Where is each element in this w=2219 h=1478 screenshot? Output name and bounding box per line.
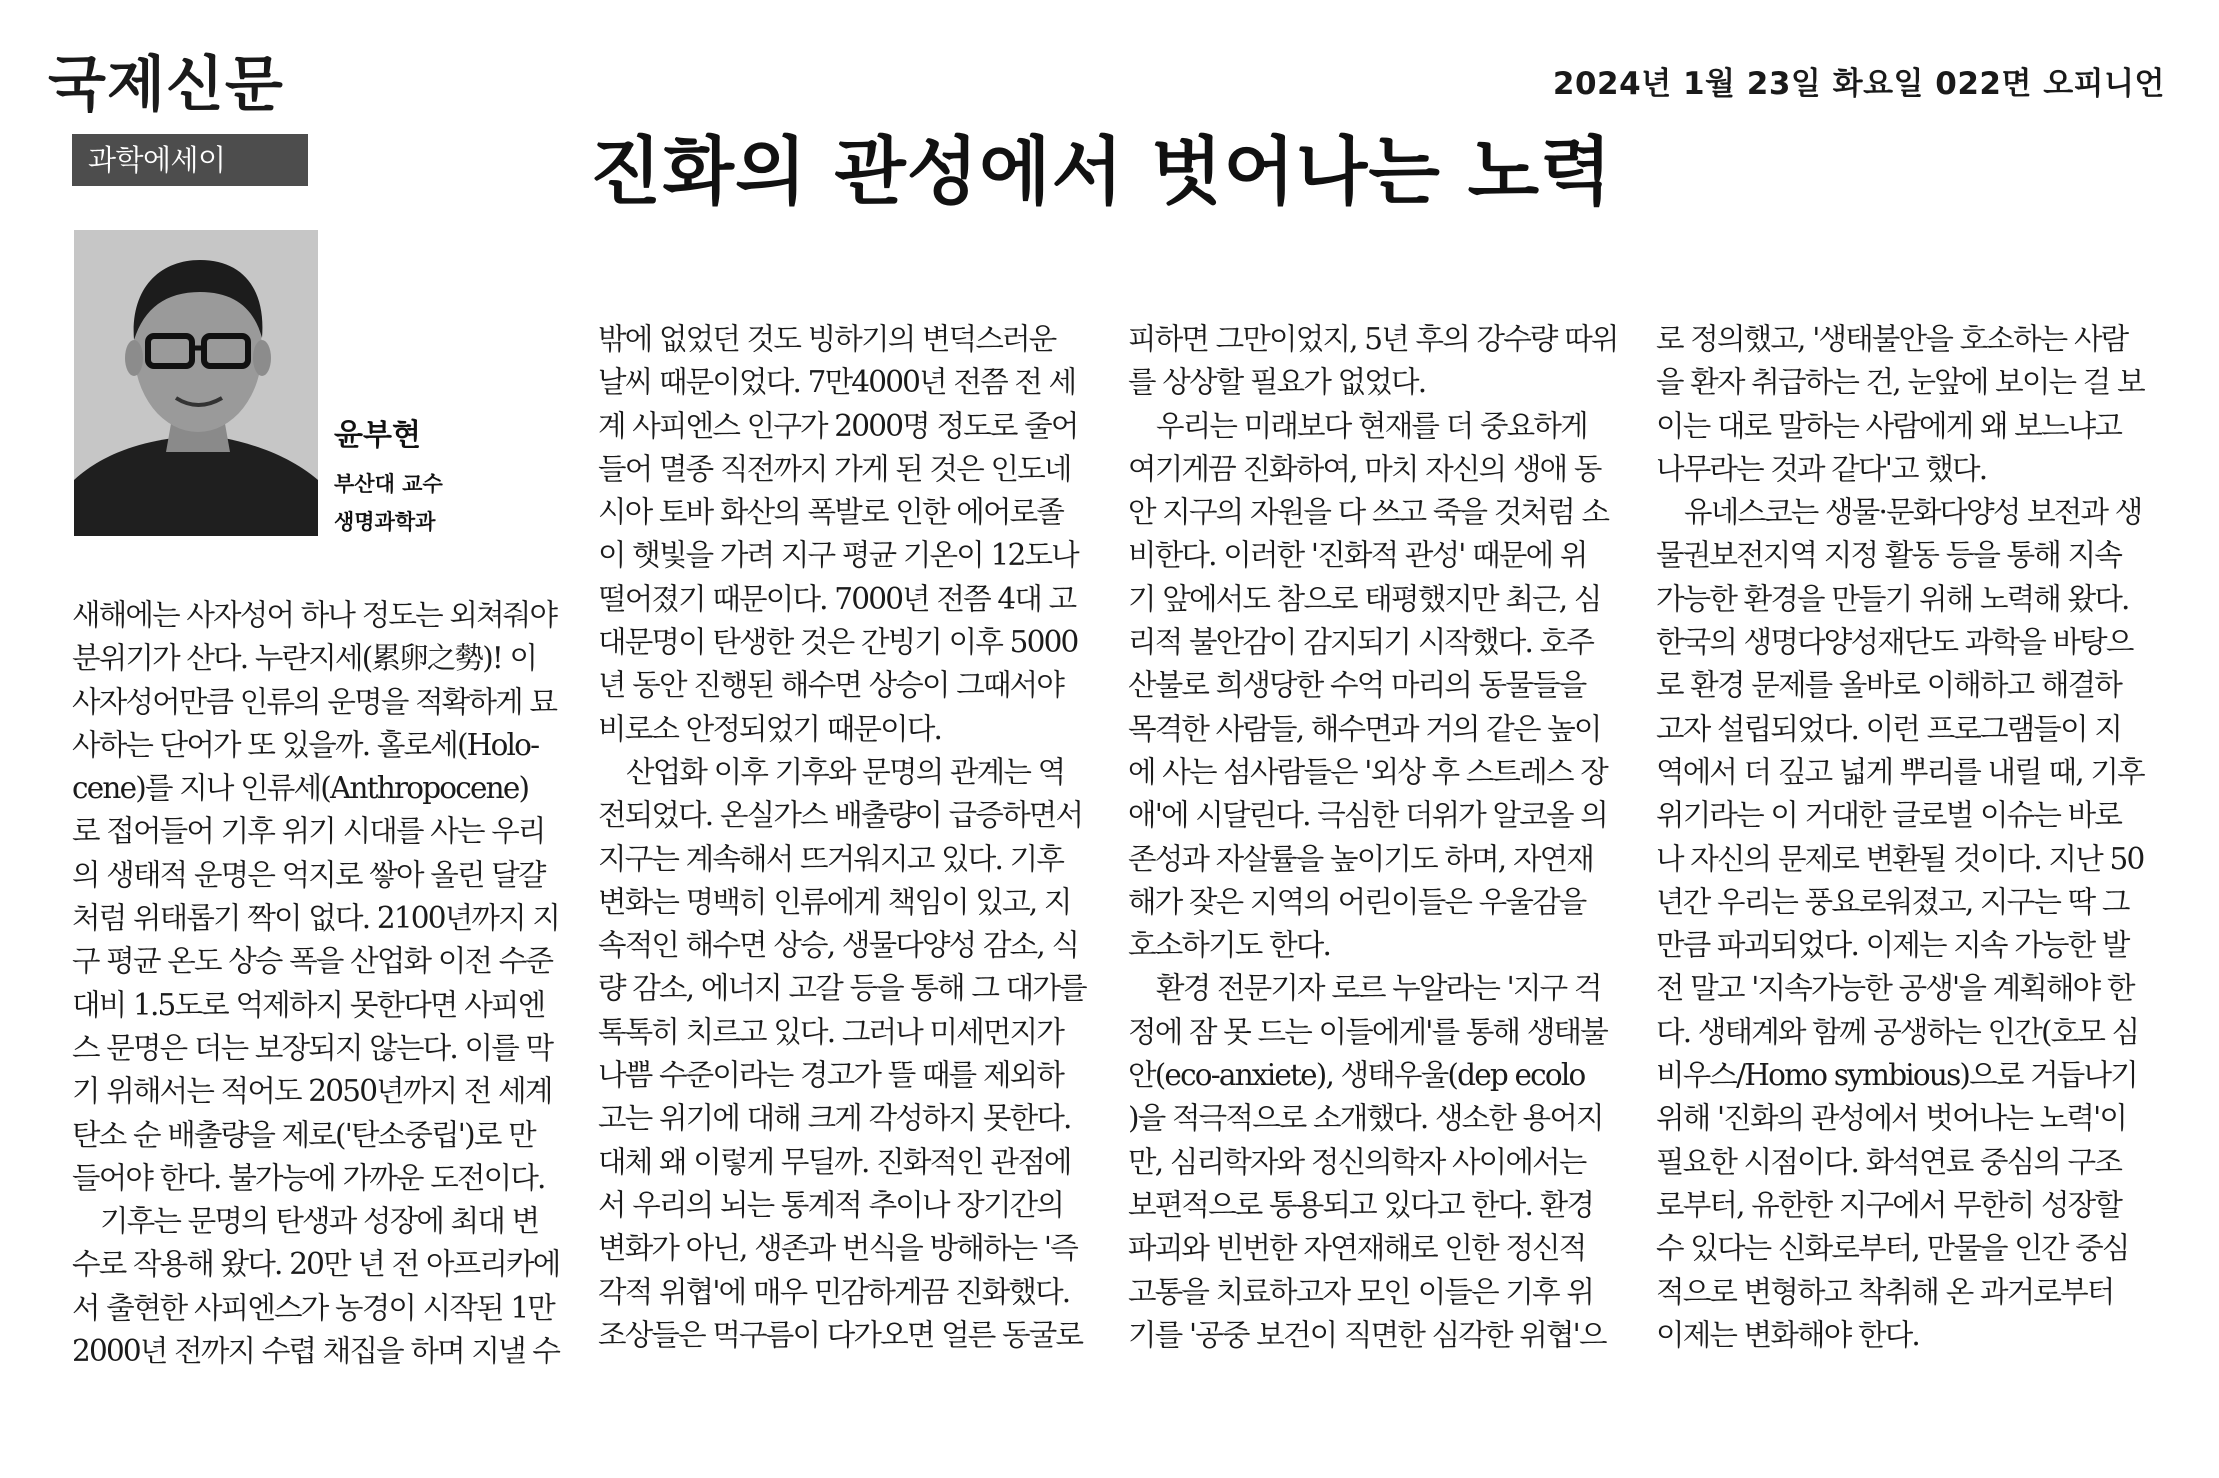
article-text-line: 한국의 생명다양성재단도 과학을 바탕으: [1656, 625, 2133, 660]
author-photo: [74, 230, 318, 536]
article-column-1: [72, 594, 562, 1373]
article-text-line: 만큼 파괴되었다. 이제는 지속 가능한 발: [1656, 928, 2129, 963]
article-text-line: 이 햇빛을 가려 지구 평균 기온이 12도나: [598, 538, 1078, 573]
article-text-line: 목격한 사람들, 해수면과 거의 같은 높이: [1128, 711, 1601, 746]
section-label: 과학에세이: [72, 134, 308, 186]
article-text-line: 여기게끔 진화하여, 마치 자신의 생애 동: [1128, 451, 1601, 486]
article-text-line: 전 말고 '지속가능한 공생'을 계획해야 한: [1656, 971, 2134, 1006]
article-text-line: 위기라는 이 거대한 글로벌 이슈는 바로: [1656, 798, 2122, 833]
article-text-line: 새해에는 사자성어 하나 정도는 외쳐줘야: [72, 598, 557, 632]
article-column-3: [1128, 318, 1622, 1357]
article-text-line: 고자 설립되었다. 이런 프로그램들이 지: [1656, 711, 2122, 746]
article-text-line: 리적 불안감이 감지되기 시작했다. 호주: [1128, 625, 1594, 660]
article-text-line: 이는 대로 말하는 사람에게 왜 보느냐고: [1656, 408, 2122, 443]
author-title: 부산대 교수: [334, 472, 443, 496]
article-text-line: 비로소 안정되었기 때문이다.: [598, 711, 942, 746]
article-text-line: 필요한 시점이다. 화석연료 중심의 구조: [1656, 1144, 2122, 1179]
article-text-line: 떨어졌기 때문이다. 7000년 전쯤 4대 고: [598, 581, 1076, 616]
article-text-line: 사자성어만큼 인류의 운명을 적확하게 묘: [72, 684, 557, 719]
article-text-line: 속적인 해수면 상승, 생물다양성 감소, 식: [598, 928, 1079, 963]
article-text-line: 안(eco-anxiete), 생태우울(dep ecolo: [1128, 1058, 1585, 1093]
article-text-line: 각적 위협'에 매우 민감하게끔 진화했다.: [598, 1274, 1070, 1309]
article-text-line: 고통을 치료하고자 모인 이들은 기후 위: [1128, 1274, 1594, 1309]
article-text-line: 밖에 없었던 것도 빙하기의 변덕스러운: [598, 322, 1056, 356]
article-text-line: 산불로 희생당한 수억 마리의 동물들을: [1128, 668, 1586, 703]
article-text-line: 서 출현한 사피엔스가 농경이 시작된 1만: [72, 1290, 555, 1325]
article-text-line: 계 사피엔스 인구가 2000명 정도로 줄어: [598, 408, 1078, 443]
article-text-line: 대체 왜 이렇게 무딜까. 진화적인 관점에: [598, 1144, 1071, 1179]
article-text-line: 탄소 순 배출량을 제로('탄소중립')로 만: [72, 1117, 535, 1152]
article-text-line: 에 사는 섬사람들은 '외상 후 스트레스 장: [1128, 754, 1607, 789]
article-text-line: 물권보전지역 지정 활동 등을 통해 지속: [1656, 538, 2122, 573]
article-column-2: [598, 318, 1092, 1357]
article-text-line: 호소하기도 한다.: [1128, 928, 1331, 963]
article-text-line: 가능한 환경을 만들기 위해 노력해 왔다.: [1656, 581, 2129, 616]
article-text-line: 애'에 시달린다. 극심한 더위가 알코올 의: [1128, 798, 1607, 833]
article-text-line: 의 생태적 운명은 억지로 쌓아 올린 달걀: [72, 857, 545, 892]
article-text-line: 톡톡히 치르고 있다. 그러나 미세먼지가: [598, 1014, 1064, 1049]
article-text-line: 위해 '진화의 관성에서 벗어나는 노력'이: [1656, 1101, 2127, 1136]
article-text-line: 분위기가 산다. 누란지세(累卵之勢)! 이: [72, 641, 537, 676]
article-text-line: 시아 토바 화산의 폭발로 인한 에어로졸: [598, 495, 1064, 530]
article-text-line: 나무라는 것과 같다'고 했다.: [1656, 451, 1987, 486]
article-text-line: )을 적극적으로 소개했다. 생소한 용어지: [1128, 1101, 1603, 1136]
article-text-line: 존성과 자살률을 높이기도 하며, 자연재: [1128, 841, 1594, 876]
article-text-line: 2000년 전까지 수렵 채집을 하며 지낼 수: [72, 1334, 560, 1369]
article-text-line: 대비 1.5도로 억제하지 못한다면 사피엔: [72, 987, 545, 1022]
article-text-line: 을 환자 취급하는 건, 눈앞에 보이는 걸 보: [1656, 365, 2144, 400]
article-text-line: 사하는 단어가 또 있을까. 홀로세(Holo-: [72, 727, 539, 762]
article-text-line: 역에서 더 깊고 넓게 뿌리를 내릴 때, 기후: [1656, 754, 2144, 789]
article-text-line: 환경 전문기자 로르 누알라는 '지구 걱: [1156, 971, 1601, 1006]
article-text-line: 다. 생태계와 함께 공생하는 인간(호모 심: [1656, 1014, 2139, 1049]
article-text-line: 서 우리의 뇌는 통계적 추이나 장기간의: [598, 1187, 1064, 1222]
article-text-line: 나 자신의 문제로 변환될 것이다. 지난 50: [1656, 841, 2144, 876]
article-text-line: 우리는 미래보다 현재를 더 중요하게: [1156, 408, 1587, 443]
article-text-line: 기후는 문명의 탄생과 성장에 최대 변: [100, 1204, 539, 1239]
article-text-line: cene)를 지나 인류세(Anthropocene): [72, 771, 529, 806]
article-text-line: 기 앞에서도 참으로 태평했지만 최근, 심: [1128, 581, 1601, 616]
article-text-line: 보편적으로 통용되고 있다고 한다. 환경: [1128, 1187, 1594, 1222]
article-text-line: 를 상상할 필요가 없었다.: [1128, 365, 1426, 400]
article-text-line: 안 지구의 자원을 다 쓰고 죽을 것처럼 소: [1128, 495, 1609, 530]
article-text-line: 전되었다. 온실가스 배출량이 급증하면서: [598, 798, 1083, 833]
author-portrait-image: [74, 230, 318, 536]
article-text-line: 피하면 그만이었지, 5년 후의 강수량 따위: [1128, 322, 1618, 356]
article-text-line: 수 있다는 신화로부터, 만물을 인간 중심: [1656, 1231, 2129, 1266]
article-text-line: 해가 잦은 지역의 어린이들은 우울감을: [1128, 884, 1586, 919]
dateline: 2024년 1월 23일 화요일 022면 오피니언: [1552, 66, 2165, 102]
article-text-line: 대문명이 탄생한 것은 간빙기 이후 5000: [598, 625, 1078, 660]
article-text-line: 기를 '공중 보건이 직면한 심각한 위협'으: [1128, 1317, 1606, 1352]
article-text-line: 년 동안 진행된 해수면 상승이 그때서야: [598, 668, 1064, 703]
article-text-line: 들어 멸종 직전까지 가게 된 것은 인도네: [598, 451, 1071, 486]
article-text-line: 적으로 변형하고 착취해 온 과거로부터: [1656, 1274, 2114, 1309]
article-text-line: 날씨 때문이었다. 7만4000년 전쯤 전 세: [598, 365, 1076, 400]
article-headline: 진화의 관성에서 벗어나는 노력: [590, 129, 1613, 215]
article-text-line: 수로 작용해 왔다. 20만 년 전 아프리카에: [72, 1247, 560, 1282]
article-column-4: [1656, 318, 2150, 1357]
article-text-line: 만, 심리학자와 정신의학자 사이에서는: [1128, 1144, 1586, 1179]
article-text-line: 고는 위기에 대해 크게 각성하지 못한다.: [598, 1101, 1071, 1136]
author-name: 윤부현: [334, 418, 421, 453]
author-department: 생명과학과: [334, 510, 436, 534]
article-text-line: 변화는 명백히 인류에게 책임이 있고, 지: [598, 884, 1071, 919]
article-text-line: 로 환경 문제를 올바로 이해하고 해결하: [1656, 668, 2122, 703]
article-text-line: 유네스코는 생물·문화다양성 보전과 생: [1684, 495, 2142, 530]
newspaper-masthead: 국제신문: [48, 50, 284, 120]
article-text-line: 이제는 변화해야 한다.: [1656, 1317, 1920, 1352]
article-text-line: 년간 우리는 풍요로워졌고, 지구는 딱 그: [1656, 884, 2129, 919]
article-text-line: 지구는 계속해서 뜨거워지고 있다. 기후: [598, 841, 1064, 876]
article-text-line: 량 감소, 에너지 고갈 등을 통해 그 대가를: [598, 971, 1086, 1006]
article-text-line: 들어야 한다. 불가능에 가까운 도전이다.: [72, 1160, 545, 1195]
article-text-line: 조상들은 먹구름이 다가오면 얼른 동굴로: [598, 1317, 1083, 1352]
article-text-line: 정에 잠 못 드는 이들에게'를 통해 생태불: [1128, 1014, 1607, 1049]
article-text-line: 변화가 아닌, 생존과 번식을 방해하는 '즉: [598, 1231, 1077, 1266]
article-text-line: 로 접어들어 기후 위기 시대를 사는 우리: [72, 814, 545, 849]
article-text-line: 처럼 위태롭기 짝이 없다. 2100년까지 지: [72, 901, 560, 936]
article-text-line: 로 정의했고, '생태불안을 호소하는 사람: [1656, 322, 2128, 356]
article-text-line: 파괴와 빈번한 자연재해로 인한 정신적: [1128, 1231, 1586, 1266]
article-text-line: 산업화 이후 기후와 문명의 관계는 역: [626, 754, 1065, 789]
article-text-line: 나쁨 수준이라는 경고가 뜰 때를 제외하: [598, 1058, 1064, 1093]
article-text-line: 기 위해서는 적어도 2050년까지 전 세계: [72, 1074, 552, 1109]
article-text-line: 비우스/Homo symbious)으로 거듭나기: [1656, 1058, 2137, 1093]
article-text-line: 로부터, 유한한 지구에서 무한히 성장할: [1656, 1187, 2122, 1222]
article-text-line: 비한다. 이러한 '진화적 관성' 때문에 위: [1128, 538, 1587, 573]
article-text-line: 구 평균 온도 상승 폭을 산업화 이전 수준: [72, 944, 553, 979]
article-text-line: 스 문명은 더는 보장되지 않는다. 이를 막: [72, 1030, 553, 1065]
